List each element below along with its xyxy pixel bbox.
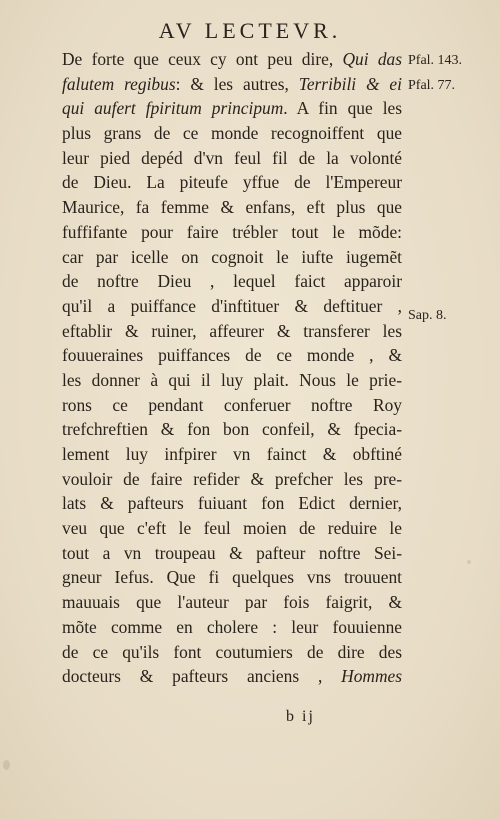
body-text xyxy=(62,47,402,689)
text-line: trefchreftien & fon bon confeil, & fpecia- xyxy=(62,419,402,440)
text-line xyxy=(62,664,402,689)
line-text: : & les autres, xyxy=(175,73,299,94)
text-line: vouloir de faire refider & prefcher les pre- xyxy=(62,468,402,489)
text-line: de ce qu'ils font coutumiers de dire des xyxy=(62,641,402,662)
text-line: car par icelle on cognoit le iufte iugemẽt xyxy=(62,246,402,267)
running-header: AV LECTEVR. xyxy=(158,18,342,43)
margin-note-sapience-8: Sap. 8. xyxy=(408,308,447,323)
text-line: veu que c'eft le feul moien de reduire le xyxy=(62,518,402,539)
text-line xyxy=(62,47,402,72)
text-line: mõte comme en cholere : leur fouuienne xyxy=(62,616,402,637)
line-italic: Terribili & ei xyxy=(298,73,402,94)
text-line: rons ce pendant conferuer noftre Roy xyxy=(62,394,402,415)
text-line: fuffifante pour faire trébler tout le mõde: xyxy=(62,221,402,242)
signature-mark: b ij xyxy=(286,708,315,725)
line-italic: Hommes xyxy=(341,666,402,687)
text-line: tout a vn troupeau & pafteur noftre Sei- xyxy=(62,542,402,563)
paper-stain xyxy=(3,760,10,770)
line-italic: falutem regibus xyxy=(62,73,176,94)
line-text: De forte que ceux cy ont peu dire, xyxy=(62,49,343,69)
text-line: lats & pafteurs fuiuant fon Edict dernier, xyxy=(62,493,402,514)
line-text: docteurs & pafteurs anciens , xyxy=(62,666,342,687)
line-italic: Qui das xyxy=(342,49,402,69)
text-line: qu'il a puiffance d'inftituer & deftituer , xyxy=(62,295,402,316)
text-line xyxy=(62,72,402,97)
margin-note-psalm-77: Pfal. 77. xyxy=(408,78,456,93)
text-line: plus grans de ce monde recognoiffent que xyxy=(62,123,402,144)
line-italic: qui aufert fpiritum principum xyxy=(62,98,284,119)
text-line: lement luy infpirer vn fainct & obftiné xyxy=(62,444,402,464)
text-line: de Dieu. La piteufe yffue de l'Empereur xyxy=(62,172,402,193)
text-line: gneur Iefus. Que fi quelques vns trouuent xyxy=(62,567,402,588)
text-line: fouueraines puiffances de ce monde , & xyxy=(62,345,402,366)
text-line: mauuais que l'auteur par fois faigrit, & xyxy=(62,592,402,613)
margin-note-psalm-143: Pfal. 143. xyxy=(408,53,463,68)
paper-stain xyxy=(467,560,471,564)
text-line xyxy=(62,96,402,121)
text-line: les donner à qui il luy plait. Nous le prie- xyxy=(62,369,402,390)
text-line: Maurice, fa femme & enfans, eft plus que xyxy=(62,197,402,218)
text-line: eftablir & ruiner, affeurer & transferer les xyxy=(62,320,402,341)
text-line: leur pied depéd d'vn feul fil de la volonté xyxy=(62,147,402,168)
line-text: . A fin que les xyxy=(283,98,403,119)
text-line: de noftre Dieu , lequel faict apparoir xyxy=(62,271,402,292)
